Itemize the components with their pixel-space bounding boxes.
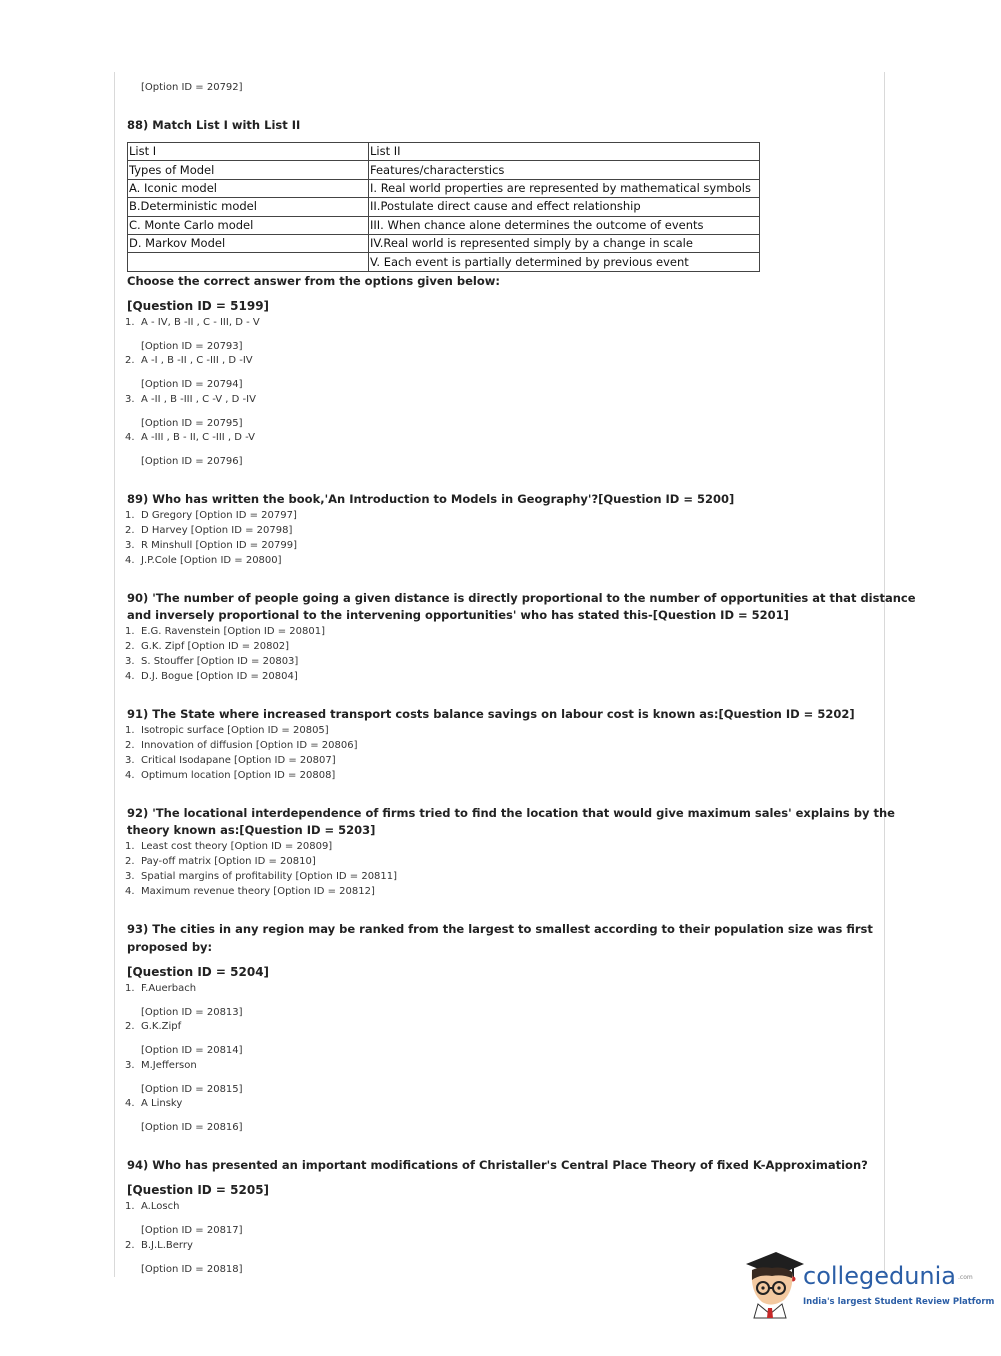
table-cell: II.Postulate direct cause and effect relationship [369,198,760,216]
table-cell [128,253,369,271]
option-number: 2. [125,1021,135,1032]
option-number: 3. [125,540,135,551]
option-id: [Option ID = 20792] [141,82,243,93]
table-cell: A. Iconic model [128,179,369,197]
option-id: [Option ID = 20817] [141,1225,243,1236]
option-text: Critical Isodapane [Option ID = 20807] [141,755,336,766]
option-id: [Option ID = 20816] [141,1122,243,1133]
option-text: D.J. Bogue [Option ID = 20804] [141,671,298,682]
table-cell: Features/characterstics [369,161,760,179]
question-93-title-cont: proposed by: [127,940,213,954]
right-margin-rule [884,72,885,1277]
option-number: 4. [125,432,135,443]
option-text: Spatial margins of profitability [Option ID = 20811] [141,871,398,882]
option-text: Optimum location [Option ID = 20808] [141,770,336,781]
option-text: M.Jefferson [141,1060,197,1071]
option-number: 2. [125,641,135,652]
option-number: 2. [125,856,135,867]
question-90-title: 90) 'The number of people going a given distance is directly proportional to the number of opportunities at that distance [127,591,916,605]
option-id: [Option ID = 20793] [141,341,243,352]
option-text: Least cost theory [Option ID = 20809] [141,841,333,852]
option-number: 3. [125,755,135,766]
table-cell: D. Markov Model [128,234,369,252]
brand-tagline: India's largest Student Review Platform [803,1297,995,1307]
option-text: R Minshull [Option ID = 20799] [141,540,298,551]
option-number: 2. [125,525,135,536]
option-number: 1. [125,725,135,736]
question-id: [Question ID = 5199] [127,299,270,313]
table-cell: B.Deterministic model [128,198,369,216]
option-id: [Option ID = 20815] [141,1084,243,1095]
left-margin-rule [114,72,115,1277]
option-text: D Harvey [Option ID = 20798] [141,525,293,536]
option-number: 3. [125,1060,135,1071]
option-id: [Option ID = 20814] [141,1045,243,1056]
option-id: [Option ID = 20813] [141,1007,243,1018]
table-cell: IV.Real world is represented simply by a change in scale [369,234,760,252]
option-id: [Option ID = 20818] [141,1264,243,1275]
brand-suffix: .com [958,1274,973,1281]
option-number: 4. [125,555,135,566]
option-text: G.K.Zipf [141,1021,182,1032]
option-text: G.K. Zipf [Option ID = 20802] [141,641,290,652]
option-id: [Option ID = 20795] [141,418,243,429]
table-cell: V. Each event is partially determined by previous event [369,253,760,271]
option-number: 1. [125,841,135,852]
option-number: 1. [125,510,135,521]
option-text: B.J.L.Berry [141,1240,193,1251]
option-text: A -I , B -II , C -III , D -IV [141,355,253,366]
option-number: 3. [125,656,135,667]
question-92-title: 92) 'The locational interdependence of firms tried to find the location that would give maximum sales' explains by the [127,806,895,820]
table-cell: Types of Model [128,161,369,179]
option-text: J.P.Cole [Option ID = 20800] [141,555,282,566]
option-text: A -III , B - II, C -III , D -V [141,432,255,443]
option-number: 4. [125,671,135,682]
question-93-title: 93) The cities in any region may be ranked from the largest to smallest according to their population size was first [127,922,873,936]
brand-name: collegedunia [803,1262,957,1290]
option-text: A Linsky [141,1098,183,1109]
option-text: A.Losch [141,1201,180,1212]
option-number: 2. [125,740,135,751]
table-row [128,198,760,216]
option-number: 1. [125,983,135,994]
option-text: S. Stouffer [Option ID = 20803] [141,656,299,667]
option-number: 1. [125,626,135,637]
option-number: 3. [125,871,135,882]
option-text: Isotropic surface [Option ID = 20805] [141,725,329,736]
table-cell: III. When chance alone determines the outcome of events [369,216,760,234]
table-row [128,161,760,179]
option-text: F.Auerbach [141,983,197,994]
question-90-title-cont: and inversely proportional to the intervening opportunities' who has stated this-[Question ID = 5201] [127,608,789,622]
question-94-title: 94) Who has presented an important modifications of Christaller's Central Place Theory of fixed K-Approximation? [127,1158,868,1172]
option-number: 3. [125,394,135,405]
option-number: 1. [125,1201,135,1212]
option-text: Maximum revenue theory [Option ID = 20812] [141,886,375,897]
table-cell: I. Real world properties are represented by mathematical symbols [369,179,760,197]
option-text: E.G. Ravenstein [Option ID = 20801] [141,626,325,637]
option-text: Pay-off matrix [Option ID = 20810] [141,856,316,867]
option-number: 2. [125,1240,135,1251]
match-table [127,142,760,272]
option-number: 4. [125,1098,135,1109]
option-text: D Gregory [Option ID = 20797] [141,510,297,521]
question-89-title: 89) Who has written the book,'An Introduction to Models in Geography'?[Question ID = 5200] [127,492,735,506]
table-row [128,234,760,252]
table-row [128,216,760,234]
question-88-instruction: Choose the correct answer from the options given below: [127,274,500,288]
question-id: [Question ID = 5204] [127,965,270,979]
table-cell: C. Monte Carlo model [128,216,369,234]
option-number: 2. [125,355,135,366]
table-cell: List I [128,143,369,161]
table-row [128,143,760,161]
option-number: 1. [125,317,135,328]
option-number: 4. [125,770,135,781]
table-row [128,253,760,271]
option-number: 4. [125,886,135,897]
option-id: [Option ID = 20794] [141,379,243,390]
option-id: [Option ID = 20796] [141,456,243,467]
option-text: A - IV, B -II , C - III, D - V [141,317,260,328]
question-id: [Question ID = 5205] [127,1183,270,1197]
question-91-title: 91) The State where increased transport costs balance savings on labour cost is known as:[Question ID = 5202] [127,707,855,721]
question-88-title: 88) Match List I with List II [127,118,301,132]
question-92-title-cont: theory known as:[Question ID = 5203] [127,823,376,837]
table-row [128,179,760,197]
option-text: Innovation of diffusion [Option ID = 20806] [141,740,358,751]
table-cell: List II [369,143,760,161]
option-text: A -II , B -III , C -V , D -IV [141,394,256,405]
